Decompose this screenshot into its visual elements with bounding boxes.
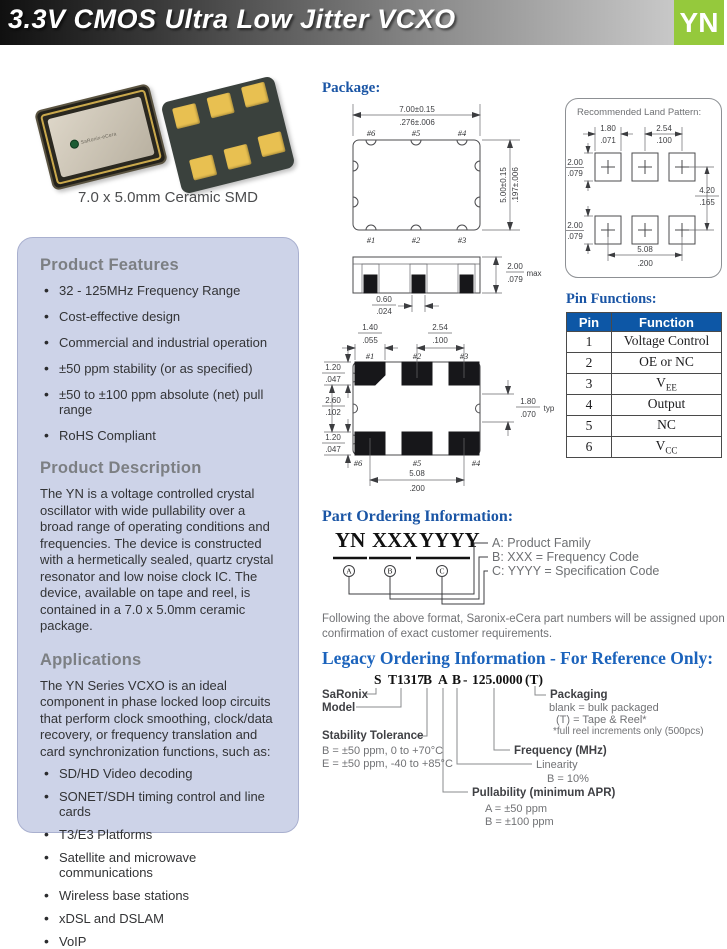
svg-text:max: max	[526, 269, 542, 278]
function-cell: $V_{EE}$	[612, 374, 722, 395]
svg-text:1.80: 1.80	[600, 124, 616, 133]
pin-functions-heading: Pin Functions:	[566, 291, 657, 307]
svg-text:.079: .079	[507, 275, 523, 284]
side-view-body	[353, 257, 480, 293]
svg-text:2.54: 2.54	[656, 124, 672, 133]
pin-cell: 2	[567, 353, 612, 374]
land-pattern-panel	[565, 98, 722, 278]
top-view-pin-labels	[367, 128, 467, 245]
legacy-part-packaging: (T)	[525, 672, 543, 687]
application-item: • SD/HD Video decoding	[42, 766, 282, 781]
page-title: 3.3V CMOS Ultra Low Jitter VCXO	[8, 4, 456, 34]
legacy-label-stability: Stability Tolerance	[322, 730, 424, 742]
svg-text:7.00±0.15: 7.00±0.15	[399, 105, 435, 114]
description-heading: Product Description	[40, 459, 202, 477]
function-cell: Voltage Control	[612, 332, 722, 353]
applications-list	[42, 766, 282, 949]
svg-text:typ: typ	[543, 404, 555, 413]
feature-item: • ±50 ppm stability (or as specified)	[42, 361, 282, 376]
top-view-height-dim	[482, 140, 520, 230]
product-caption: 7.0 x 5.0mm Ceramic SMD	[77, 189, 259, 206]
chip-pad	[223, 144, 251, 170]
land-dim-pad-height-bottom	[566, 206, 593, 254]
sidebar-panel	[17, 237, 299, 949]
feature-item: • Commercial and industrial operation	[42, 335, 282, 350]
svg-text:1.40: 1.40	[362, 323, 378, 332]
table-row	[567, 416, 722, 437]
legacy-pullability-option-a: A = ±50 ppm	[485, 803, 547, 815]
bottom-view-dim-right	[482, 380, 555, 436]
land-pads	[595, 153, 695, 244]
application-item: • T3/E3 Platforms	[42, 827, 282, 842]
svg-text:#6: #6	[353, 458, 363, 468]
pin-cell: 6	[567, 437, 612, 458]
table-row	[567, 353, 722, 374]
legacy-part-model: T1317	[388, 672, 425, 687]
table-row	[567, 332, 722, 353]
features-list	[42, 283, 282, 443]
column-header-pin: Pin	[567, 313, 612, 332]
land-dim-pad-width	[583, 124, 633, 151]
feature-item: • ±50 to ±100 ppm absolute (net) pull range	[42, 387, 282, 417]
svg-text:5.08: 5.08	[637, 245, 653, 254]
svg-text:4.20: 4.20	[699, 186, 715, 195]
legend-spec-code: C: YYYY = Specification Code	[492, 564, 660, 578]
svg-text:1.20: 1.20	[325, 433, 341, 442]
legacy-packaging-blank: blank = bulk packaged	[549, 702, 659, 714]
side-view-pad-dim	[372, 295, 439, 316]
svg-text:#5: #5	[412, 458, 422, 468]
legacy-label-saronix: SaRonix	[322, 689, 369, 701]
svg-text:.055: .055	[362, 336, 378, 345]
table-header-row	[567, 313, 722, 332]
svg-text:#6: #6	[366, 128, 376, 138]
svg-text:.197±.006: .197±.006	[511, 167, 520, 203]
svg-text:.100: .100	[432, 336, 448, 345]
legacy-heading: Legacy Ordering Information - For Reference Only:	[322, 648, 714, 668]
svg-text:2.00: 2.00	[507, 262, 523, 271]
function-cell: $V_{CC}$	[612, 437, 722, 458]
svg-text:#3: #3	[459, 351, 469, 361]
chip-logo-text: SaRonix-eCera	[80, 130, 118, 146]
svg-text:1.20: 1.20	[325, 363, 341, 372]
application-item: • Wireless base stations	[42, 888, 282, 903]
chip-logo-icon	[69, 139, 80, 150]
land-pattern-heading: Recommended Land Pattern:	[577, 107, 702, 118]
package-top-view-drawing	[322, 96, 562, 248]
land-dim-pad-height-top	[566, 143, 593, 191]
legacy-part-frequency: 125.0000	[472, 672, 523, 687]
svg-text:.071: .071	[600, 136, 616, 145]
top-view-outline	[353, 140, 480, 230]
legend-product-family: A: Product Family	[492, 536, 591, 550]
description-text: The YN is a voltage controlled crystal oscillator with wide pullability over a broad range of operating conditions and frequencies. The device is constructed with a hermetically sealed, quartz crystal resonator and low noise clock IC. The device, available on tape and reel, is contained in a 7.0 x 5.0mm ceramic package.	[40, 486, 274, 633]
legacy-stability-option-b: B = ±50 ppm, 0 to +70°C	[322, 745, 444, 757]
chip-pad	[206, 92, 234, 118]
land-pattern-drawing	[566, 121, 723, 277]
function-cell: NC	[612, 416, 722, 437]
circle-c: C	[439, 566, 445, 576]
code-spec: YYYY	[419, 528, 480, 552]
svg-text:.047: .047	[325, 445, 341, 454]
chip-pad	[241, 82, 269, 108]
svg-text:.102: .102	[325, 408, 341, 417]
bottom-view-dim-gap	[322, 385, 351, 432]
legend-frequency-code: B: XXX = Frequency Code	[492, 550, 639, 564]
applications-heading: Applications	[40, 650, 142, 669]
chip-pad	[257, 131, 285, 157]
application-item: • SONET/SDH timing control and line cards	[42, 789, 282, 819]
package-side-view-drawing	[322, 252, 562, 316]
svg-text:#2: #2	[411, 235, 421, 245]
package-heading: Package:	[322, 80, 381, 96]
svg-text:#4: #4	[471, 458, 481, 468]
table-row	[567, 395, 722, 416]
circle-a: A	[346, 566, 352, 576]
legacy-label-frequency: Frequency (MHz)	[514, 745, 607, 757]
svg-text:5.08: 5.08	[409, 469, 425, 478]
chip-pad	[189, 154, 217, 180]
pin-cell: 4	[567, 395, 612, 416]
legacy-part-linearity: B	[452, 672, 462, 687]
svg-text:#5: #5	[411, 128, 421, 138]
svg-text:#3: #3	[457, 235, 467, 245]
svg-text:1.80: 1.80	[520, 397, 536, 406]
legacy-label-linearity: Linearity	[536, 759, 578, 771]
pin-cell: 5	[567, 416, 612, 437]
part-ordering-note: Following the above format, Saronix-eCera part numbers will be assigned upon confirmation of exact customer requirements.	[322, 613, 725, 640]
header-bar	[0, 0, 724, 45]
legacy-pullability-option-b: B = ±100 ppm	[485, 816, 554, 828]
application-item: • VoIP	[42, 934, 282, 949]
table-row	[567, 437, 722, 458]
feature-item: • RoHS Compliant	[42, 428, 282, 443]
legacy-part-dash: -	[463, 672, 468, 687]
legacy-part-saronix: S	[374, 672, 382, 687]
legacy-ordering-diagram	[310, 668, 724, 833]
table-row	[567, 374, 722, 395]
svg-text:.070: .070	[520, 410, 536, 419]
svg-text:2.54: 2.54	[432, 323, 448, 332]
svg-text:.200: .200	[637, 259, 653, 268]
svg-text:#4: #4	[457, 128, 467, 138]
product-photo-top-view	[34, 83, 168, 191]
legacy-part-pullability: A	[438, 672, 448, 687]
part-ordering-diagram	[322, 528, 722, 610]
bottom-view-dim-left-bottom	[322, 419, 351, 468]
svg-text:.200: .200	[409, 484, 425, 493]
svg-text:0.60: 0.60	[376, 295, 392, 304]
product-photo-bottom-view	[160, 75, 295, 194]
legacy-label-model: Model	[322, 702, 356, 714]
pin-cell: 3	[567, 374, 612, 395]
feature-item: • 32 - 125MHz Frequency Range	[42, 283, 282, 298]
svg-text:.079: .079	[567, 232, 583, 241]
svg-text:2.60: 2.60	[325, 396, 341, 405]
application-item: • Satellite and microwave communications	[42, 850, 282, 880]
feature-item: • Cost-effective design	[42, 309, 282, 324]
circle-b: B	[387, 566, 393, 576]
applications-intro: The YN Series VCXO is an ideal component in phase locked loop circuits that perform clock smoothing, clock/data recovery, or frequency translation and card synchronization functions, such as:	[40, 677, 273, 759]
features-heading: Product Features	[40, 256, 179, 274]
svg-text:2.00: 2.00	[567, 221, 583, 230]
side-view-height-dim	[482, 257, 542, 293]
code-family: YN	[335, 528, 366, 552]
svg-text:5.00±0.15: 5.00±0.15	[499, 167, 508, 203]
legacy-packaging-footnote: *full reel increments only (500pcs)	[553, 726, 704, 737]
legacy-packaging-tape: (T) = Tape & Reel*	[556, 714, 647, 726]
function-cell: Output	[612, 395, 722, 416]
svg-text:.276±.006: .276±.006	[399, 118, 435, 127]
legacy-stability-option-e: E = ±50 ppm, -40 to +85°C	[322, 758, 453, 770]
application-item: • xDSL and DSLAM	[42, 911, 282, 926]
svg-text:.100: .100	[656, 136, 672, 145]
package-bottom-view-drawing	[318, 318, 568, 500]
legacy-label-packaging: Packaging	[550, 689, 608, 701]
legacy-linearity-option-b: B = 10%	[547, 773, 589, 785]
pin-functions-table	[566, 312, 722, 458]
bottom-view-dim-left-top	[322, 349, 351, 398]
pin-cell: 1	[567, 332, 612, 353]
legacy-label-pullability: Pullability (minimum APR)	[472, 787, 616, 799]
column-header-function: Function	[612, 313, 722, 332]
svg-text:.024: .024	[376, 307, 392, 316]
land-dim-pitch	[645, 124, 682, 151]
svg-text:.165: .165	[699, 198, 715, 207]
chip-pad	[172, 103, 200, 129]
svg-text:.079: .079	[567, 169, 583, 178]
svg-text:#1: #1	[366, 235, 376, 245]
legacy-part-stability: B	[423, 672, 433, 687]
svg-text:#2: #2	[412, 351, 422, 361]
svg-text:#1: #1	[365, 351, 375, 361]
svg-text:2.00: 2.00	[567, 158, 583, 167]
bottom-view-outline	[353, 362, 480, 455]
code-frequency: XXX	[372, 528, 418, 552]
svg-text:.047: .047	[325, 375, 341, 384]
series-badge: YN	[674, 0, 724, 45]
function-cell: OE or NC	[612, 353, 722, 374]
part-ordering-heading: Part Ordering Information:	[322, 508, 514, 525]
